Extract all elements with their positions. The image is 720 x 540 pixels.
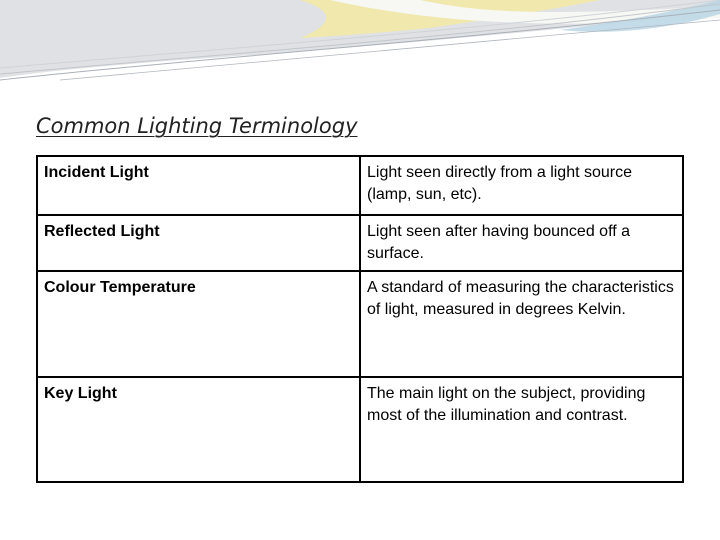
slide-title: Common Lighting Terminology [36,114,358,138]
term-cell: Incident Light [37,156,360,215]
definition-cell: The main light on the subject, providing most of the illumination and contrast. [360,377,683,482]
term-cell: Reflected Light [37,215,360,271]
definition-cell: Light seen after having bounced off a surface. [360,215,683,271]
definition-cell: A standard of measuring the characteristics of light, measured in degrees Kelvin. [360,271,683,377]
table-row [37,156,683,215]
terminology-table [36,155,684,483]
term-cell: Key Light [37,377,360,482]
term-cell: Colour Temperature [37,271,360,377]
definition-cell: Light seen directly from a light source (lamp, sun, etc). [360,156,683,215]
table-row [37,215,683,271]
table-row [37,271,683,377]
table-row [37,377,683,482]
header-swoosh-decoration [0,0,720,110]
